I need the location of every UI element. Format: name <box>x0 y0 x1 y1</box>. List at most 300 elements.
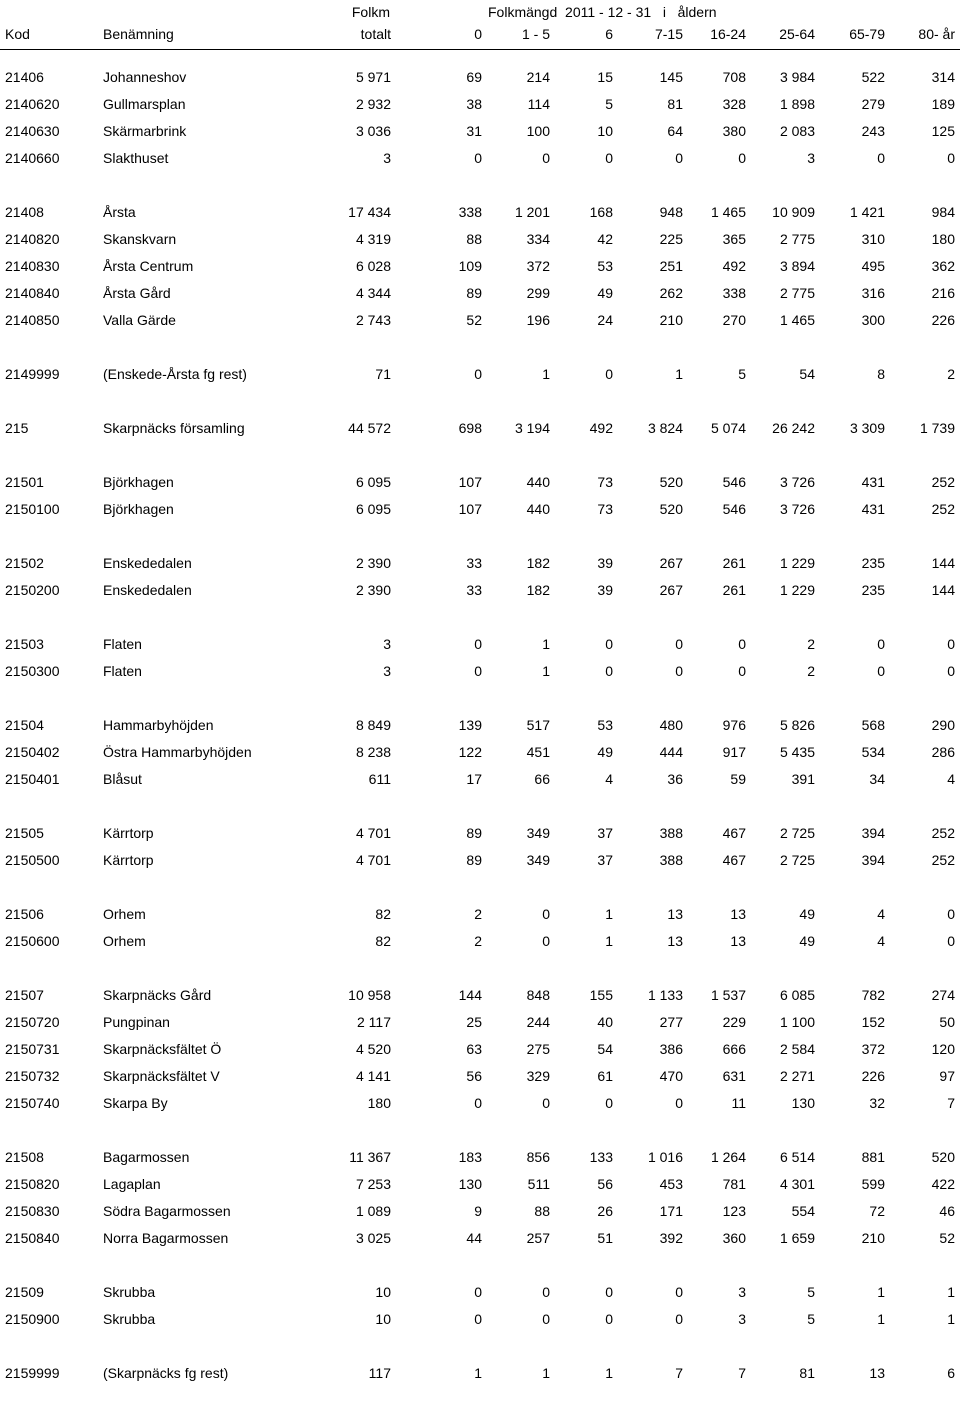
cell-age-1-5: 257 <box>526 1230 550 1246</box>
cell-age-65-79: 394 <box>861 825 885 841</box>
cell-name: Björkhagen <box>103 501 174 517</box>
cell-age-7-15: 7 <box>675 1365 683 1381</box>
cell-code: 2140820 <box>5 231 60 247</box>
cell-age-25-64: 4 301 <box>779 1176 815 1192</box>
cell-age-80: 0 <box>947 906 955 922</box>
cell-total: 180 <box>367 1095 391 1111</box>
cell-code: 21508 <box>5 1149 44 1165</box>
cell-name: Bagarmossen <box>103 1149 190 1165</box>
cell-age-16-24: 360 <box>722 1230 746 1246</box>
cell-age-80: 984 <box>931 204 955 220</box>
cell-age-25-64: 2 775 <box>779 285 815 301</box>
table-row <box>0 1010 960 1037</box>
cell-code: 2150840 <box>5 1230 60 1246</box>
cell-age-80: 286 <box>931 744 955 760</box>
cell-age-6: 0 <box>605 636 613 652</box>
cell-age-80: 362 <box>931 258 955 274</box>
cell-age-7-15: 453 <box>659 1176 683 1192</box>
cell-total: 82 <box>375 906 391 922</box>
cell-age-6: 37 <box>597 852 613 868</box>
cell-age-80: 0 <box>947 636 955 652</box>
cell-age-6: 53 <box>597 258 613 274</box>
cell-age-1-5: 1 <box>542 366 550 382</box>
header-age-25-64: 25-64 <box>779 26 815 42</box>
cell-age-7-15: 262 <box>659 285 683 301</box>
cell-age-25-64: 391 <box>791 771 815 787</box>
cell-age-7-15: 13 <box>667 906 683 922</box>
cell-age-7-15: 0 <box>675 663 683 679</box>
cell-age-6: 0 <box>605 150 613 166</box>
table-row <box>0 254 960 281</box>
cell-age-65-79: 32 <box>869 1095 885 1111</box>
cell-age-1-5: 349 <box>526 825 550 841</box>
cell-name: Slakthuset <box>103 150 169 166</box>
cell-age-7-15: 1 016 <box>647 1149 683 1165</box>
cell-age-16-24: 229 <box>722 1014 746 1030</box>
cell-age-65-79: 431 <box>861 501 885 517</box>
cell-age-0: 122 <box>458 744 482 760</box>
cell-code: 21408 <box>5 204 44 220</box>
cell-age-6: 51 <box>597 1230 613 1246</box>
cell-age-16-24: 5 074 <box>710 420 746 436</box>
cell-code: 21503 <box>5 636 44 652</box>
cell-age-0: 17 <box>466 771 482 787</box>
cell-age-65-79: 0 <box>877 663 885 679</box>
header-folkmangd: Folkmängd 2011 - 12 - 31 i åldern <box>488 4 717 20</box>
cell-name: Orhem <box>103 933 146 949</box>
cell-age-0: 89 <box>466 285 482 301</box>
cell-age-25-64: 1 229 <box>779 582 815 598</box>
cell-age-80: 520 <box>931 1149 955 1165</box>
cell-age-0: 107 <box>458 474 482 490</box>
cell-age-16-24: 1 465 <box>710 204 746 220</box>
cell-total: 611 <box>368 771 391 787</box>
cell-age-16-24: 546 <box>722 501 746 517</box>
cell-age-0: 89 <box>466 852 482 868</box>
table-row <box>0 1172 960 1199</box>
cell-age-1-5: 0 <box>542 1311 550 1327</box>
cell-age-65-79: 431 <box>861 474 885 490</box>
table-row <box>0 1199 960 1226</box>
cell-age-16-24: 270 <box>722 312 746 328</box>
cell-age-65-79: 316 <box>861 285 885 301</box>
cell-age-16-24: 467 <box>722 825 746 841</box>
cell-age-0: 1 <box>474 1365 482 1381</box>
cell-age-6: 26 <box>597 1203 613 1219</box>
header-total: totalt <box>360 26 391 42</box>
cell-age-6: 5 <box>605 96 613 112</box>
cell-code: 21501 <box>5 474 44 490</box>
cell-age-1-5: 440 <box>526 501 550 517</box>
cell-age-65-79: 568 <box>861 717 885 733</box>
cell-age-16-24: 976 <box>722 717 746 733</box>
cell-name: Skarpnäcksfältet V <box>103 1068 220 1084</box>
cell-age-1-5: 100 <box>526 123 550 139</box>
table-row <box>0 1226 960 1253</box>
cell-code: 21502 <box>5 555 44 571</box>
cell-name: Norra Bagarmossen <box>103 1230 229 1246</box>
cell-code: 2150500 <box>5 852 60 868</box>
cell-total: 11 367 <box>349 1149 391 1165</box>
table-row <box>0 146 960 173</box>
cell-total: 10 958 <box>348 987 391 1003</box>
cell-age-1-5: 114 <box>527 96 550 112</box>
cell-code: 21505 <box>5 825 44 841</box>
cell-age-1-5: 88 <box>534 1203 550 1219</box>
cell-age-80: 252 <box>931 501 955 517</box>
table-row <box>0 1091 960 1118</box>
cell-age-7-15: 64 <box>667 123 683 139</box>
cell-age-6: 10 <box>597 123 613 139</box>
cell-code: 2150100 <box>5 501 60 517</box>
cell-age-65-79: 881 <box>861 1149 885 1165</box>
cell-age-25-64: 130 <box>791 1095 815 1111</box>
cell-code: 2150732 <box>5 1068 60 1084</box>
cell-age-6: 1 <box>605 933 613 949</box>
cell-age-6: 1 <box>605 1365 613 1381</box>
cell-age-25-64: 1 465 <box>779 312 815 328</box>
cell-age-65-79: 1 <box>877 1311 885 1327</box>
cell-age-1-5: 244 <box>526 1014 550 1030</box>
cell-age-0: 69 <box>466 69 482 85</box>
cell-age-65-79: 235 <box>861 555 885 571</box>
table-row <box>0 1037 960 1064</box>
cell-code: 2140620 <box>5 96 60 112</box>
cell-age-25-64: 2 <box>807 636 815 652</box>
cell-age-0: 0 <box>474 150 482 166</box>
table-row <box>0 1307 960 1334</box>
cell-total: 3 025 <box>355 1230 391 1246</box>
cell-age-80: 189 <box>931 96 955 112</box>
cell-age-0: 0 <box>474 366 482 382</box>
cell-name: Skarpnäcks församling <box>103 420 245 436</box>
cell-age-6: 133 <box>589 1149 613 1165</box>
cell-age-6: 49 <box>597 285 613 301</box>
cell-age-7-15: 1 133 <box>647 987 683 1003</box>
cell-total: 44 572 <box>348 420 391 436</box>
cell-age-1-5: 196 <box>526 312 550 328</box>
table-row <box>0 929 960 956</box>
cell-age-1-5: 0 <box>542 933 550 949</box>
header-row <box>0 22 960 50</box>
cell-age-0: 25 <box>466 1014 482 1030</box>
cell-age-1-5: 182 <box>526 582 550 598</box>
cell-age-16-24: 123 <box>722 1203 746 1219</box>
cell-age-80: 7 <box>947 1095 955 1111</box>
cell-age-16-24: 0 <box>738 636 746 652</box>
cell-age-7-15: 470 <box>659 1068 683 1084</box>
cell-age-65-79: 4 <box>877 933 885 949</box>
cell-age-16-24: 0 <box>738 663 746 679</box>
cell-total: 3 <box>383 636 391 652</box>
cell-total: 6 095 <box>355 501 391 517</box>
cell-age-6: 49 <box>597 744 613 760</box>
cell-code: 2150720 <box>5 1014 60 1030</box>
cell-age-65-79: 235 <box>861 582 885 598</box>
cell-name: Gullmarsplan <box>103 96 186 112</box>
cell-name: Flaten <box>103 663 142 679</box>
cell-age-1-5: 440 <box>526 474 550 490</box>
cell-age-25-64: 3 726 <box>779 501 815 517</box>
table-row <box>0 902 960 929</box>
cell-age-25-64: 2 <box>807 663 815 679</box>
cell-age-1-5: 329 <box>526 1068 550 1084</box>
cell-name: Johanneshov <box>103 69 187 85</box>
cell-age-16-24: 3 <box>738 1311 746 1327</box>
cell-total: 10 <box>375 1284 391 1300</box>
table-row <box>0 551 960 578</box>
cell-age-0: 33 <box>466 582 482 598</box>
cell-age-0: 56 <box>466 1068 482 1084</box>
cell-age-16-24: 5 <box>738 366 746 382</box>
cell-age-16-24: 3 <box>738 1284 746 1300</box>
cell-code: 2150402 <box>5 744 60 760</box>
cell-age-0: 52 <box>466 312 482 328</box>
cell-age-80: 290 <box>931 717 955 733</box>
cell-total: 4 701 <box>355 852 391 868</box>
cell-age-1-5: 1 <box>542 663 550 679</box>
cell-age-1-5: 517 <box>526 717 550 733</box>
cell-age-0: 89 <box>466 825 482 841</box>
cell-age-6: 0 <box>605 663 613 679</box>
cell-age-1-5: 1 201 <box>514 204 550 220</box>
cell-age-0: 38 <box>466 96 482 112</box>
cell-age-65-79: 372 <box>861 1041 885 1057</box>
cell-age-80: 274 <box>931 987 955 1003</box>
cell-age-6: 42 <box>597 231 613 247</box>
cell-age-6: 39 <box>597 582 613 598</box>
cell-name: (Skarpnäcks fg rest) <box>103 1365 229 1381</box>
cell-age-25-64: 3 894 <box>779 258 815 274</box>
cell-total: 6 028 <box>355 258 391 274</box>
cell-name: Kärrtorp <box>103 825 154 841</box>
cell-age-80: 422 <box>931 1176 955 1192</box>
cell-age-16-24: 546 <box>722 474 746 490</box>
cell-age-1-5: 856 <box>526 1149 550 1165</box>
cell-age-7-15: 0 <box>675 1095 683 1111</box>
cell-age-25-64: 2 083 <box>779 123 815 139</box>
header-code: Kod <box>5 26 30 42</box>
cell-age-7-15: 3 824 <box>647 420 683 436</box>
cell-age-0: 88 <box>466 231 482 247</box>
cell-name: Björkhagen <box>103 474 174 490</box>
cell-code: 21506 <box>5 906 44 922</box>
cell-age-7-15: 1 <box>675 366 683 382</box>
cell-age-1-5: 334 <box>526 231 550 247</box>
cell-age-65-79: 8 <box>877 366 885 382</box>
cell-name: Östra Hammarbyhöjden <box>103 744 252 760</box>
cell-age-1-5: 848 <box>526 987 550 1003</box>
cell-name: Kärrtorp <box>103 852 154 868</box>
cell-age-25-64: 1 659 <box>779 1230 815 1246</box>
cell-age-6: 0 <box>605 366 613 382</box>
cell-age-16-24: 467 <box>722 852 746 868</box>
table-row <box>0 1361 960 1388</box>
cell-age-1-5: 511 <box>527 1176 550 1192</box>
cell-age-6: 73 <box>597 501 613 517</box>
cell-total: 8 238 <box>355 744 391 760</box>
cell-age-65-79: 226 <box>861 1068 885 1084</box>
table-row <box>0 1145 960 1172</box>
cell-age-25-64: 3 984 <box>779 69 815 85</box>
cell-age-65-79: 210 <box>861 1230 885 1246</box>
cell-code: 2150900 <box>5 1311 60 1327</box>
cell-age-1-5: 451 <box>526 744 550 760</box>
cell-total: 82 <box>375 933 391 949</box>
cell-age-7-15: 267 <box>659 582 683 598</box>
cell-age-6: 73 <box>597 474 613 490</box>
cell-code: 2140850 <box>5 312 60 328</box>
table-row <box>0 119 960 146</box>
cell-total: 1 089 <box>355 1203 391 1219</box>
cell-total: 4 701 <box>355 825 391 841</box>
cell-age-0: 33 <box>466 555 482 571</box>
cell-age-6: 492 <box>589 420 613 436</box>
cell-age-6: 56 <box>597 1176 613 1192</box>
header-folkm: Folkm <box>351 4 390 20</box>
cell-age-16-24: 1 537 <box>710 987 746 1003</box>
cell-age-65-79: 310 <box>861 231 885 247</box>
cell-code: 2140830 <box>5 258 60 274</box>
cell-code: 2150300 <box>5 663 60 679</box>
table-row <box>0 281 960 308</box>
cell-age-0: 31 <box>466 123 482 139</box>
cell-code: 21406 <box>5 69 44 85</box>
cell-age-6: 54 <box>597 1041 613 1057</box>
cell-age-7-15: 81 <box>667 96 683 112</box>
cell-age-80: 0 <box>947 150 955 166</box>
cell-age-1-5: 1 <box>542 636 550 652</box>
cell-age-0: 63 <box>466 1041 482 1057</box>
cell-age-80: 120 <box>931 1041 955 1057</box>
cell-total: 2 117 <box>357 1014 391 1030</box>
cell-age-25-64: 49 <box>799 906 815 922</box>
cell-age-16-24: 917 <box>722 744 746 760</box>
table-row <box>0 821 960 848</box>
cell-age-1-5: 0 <box>542 906 550 922</box>
cell-name: Skarpnäcksfältet Ö <box>103 1041 222 1057</box>
cell-age-16-24: 631 <box>722 1068 746 1084</box>
cell-code: 2150401 <box>5 771 60 787</box>
cell-code: 2150600 <box>5 933 60 949</box>
table-row <box>0 713 960 740</box>
cell-total: 10 <box>375 1311 391 1327</box>
cell-code: 21507 <box>5 987 44 1003</box>
cell-age-65-79: 782 <box>861 987 885 1003</box>
cell-age-80: 125 <box>931 123 955 139</box>
cell-age-80: 144 <box>931 555 955 571</box>
cell-code: 2140630 <box>5 123 60 139</box>
cell-total: 4 141 <box>355 1068 391 1084</box>
cell-name: Skrubba <box>103 1311 156 1327</box>
cell-age-25-64: 3 <box>807 150 815 166</box>
cell-age-7-15: 0 <box>675 636 683 652</box>
cell-age-0: 109 <box>458 258 482 274</box>
cell-total: 7 253 <box>355 1176 391 1192</box>
cell-code: 2150740 <box>5 1095 60 1111</box>
cell-name: Årsta Gård <box>103 285 171 301</box>
cell-age-6: 37 <box>597 825 613 841</box>
cell-age-7-15: 444 <box>659 744 683 760</box>
cell-age-6: 0 <box>605 1095 613 1111</box>
cell-age-25-64: 5 435 <box>779 744 815 760</box>
cell-age-0: 0 <box>474 1284 482 1300</box>
cell-code: 21509 <box>5 1284 44 1300</box>
cell-age-25-64: 49 <box>799 933 815 949</box>
cell-age-25-64: 1 100 <box>779 1014 815 1030</box>
table-row <box>0 92 960 119</box>
cell-age-80: 2 <box>947 366 955 382</box>
cell-total: 2 390 <box>355 582 391 598</box>
cell-code: 215 <box>5 420 29 436</box>
cell-age-80: 226 <box>931 312 955 328</box>
cell-age-0: 2 <box>474 906 482 922</box>
cell-age-6: 0 <box>605 1311 613 1327</box>
cell-age-1-5: 66 <box>534 771 550 787</box>
table-row <box>0 578 960 605</box>
cell-age-16-24: 11 <box>731 1095 746 1111</box>
cell-age-16-24: 0 <box>738 150 746 166</box>
cell-age-25-64: 2 271 <box>779 1068 815 1084</box>
cell-age-25-64: 1 229 <box>779 555 815 571</box>
cell-age-25-64: 2 725 <box>779 852 815 868</box>
cell-age-80: 46 <box>939 1203 955 1219</box>
cell-age-80: 0 <box>947 933 955 949</box>
cell-age-7-15: 267 <box>659 555 683 571</box>
cell-age-65-79: 495 <box>861 258 885 274</box>
cell-total: 6 095 <box>355 474 391 490</box>
cell-age-80: 1 <box>947 1284 955 1300</box>
cell-age-25-64: 54 <box>799 366 815 382</box>
cell-code: 2140840 <box>5 285 60 301</box>
cell-name: Skärmarbrink <box>103 123 187 139</box>
cell-age-1-5: 275 <box>526 1041 550 1057</box>
cell-age-16-24: 1 264 <box>710 1149 746 1165</box>
cell-age-7-15: 145 <box>659 69 683 85</box>
cell-code: 2159999 <box>5 1365 60 1381</box>
table-row <box>0 362 960 389</box>
cell-age-65-79: 534 <box>861 744 885 760</box>
cell-age-65-79: 599 <box>861 1176 885 1192</box>
cell-age-1-5: 0 <box>542 1095 550 1111</box>
table-row <box>0 497 960 524</box>
cell-name: Flaten <box>103 636 142 652</box>
cell-age-7-15: 386 <box>659 1041 683 1057</box>
cell-age-0: 0 <box>474 636 482 652</box>
cell-age-25-64: 1 898 <box>779 96 815 112</box>
cell-age-65-79: 3 309 <box>849 420 885 436</box>
cell-age-0: 144 <box>458 987 482 1003</box>
table-row <box>0 659 960 686</box>
cell-total: 3 <box>383 150 391 166</box>
cell-age-1-5: 0 <box>542 1284 550 1300</box>
header-age-0: 0 <box>474 26 482 42</box>
cell-age-65-79: 522 <box>861 69 885 85</box>
cell-code: 2150820 <box>5 1176 60 1192</box>
cell-total: 2 390 <box>355 555 391 571</box>
cell-age-7-15: 948 <box>659 204 683 220</box>
cell-age-80: 4 <box>947 771 955 787</box>
cell-age-6: 39 <box>597 555 613 571</box>
cell-age-7-15: 0 <box>675 1311 683 1327</box>
cell-age-25-64: 6 085 <box>779 987 815 1003</box>
cell-age-6: 168 <box>589 204 613 220</box>
cell-age-25-64: 26 242 <box>772 420 815 436</box>
cell-age-0: 107 <box>458 501 482 517</box>
cell-age-6: 53 <box>597 717 613 733</box>
header-age-1-5: 1 - 5 <box>521 26 550 42</box>
cell-total: 4 520 <box>355 1041 391 1057</box>
